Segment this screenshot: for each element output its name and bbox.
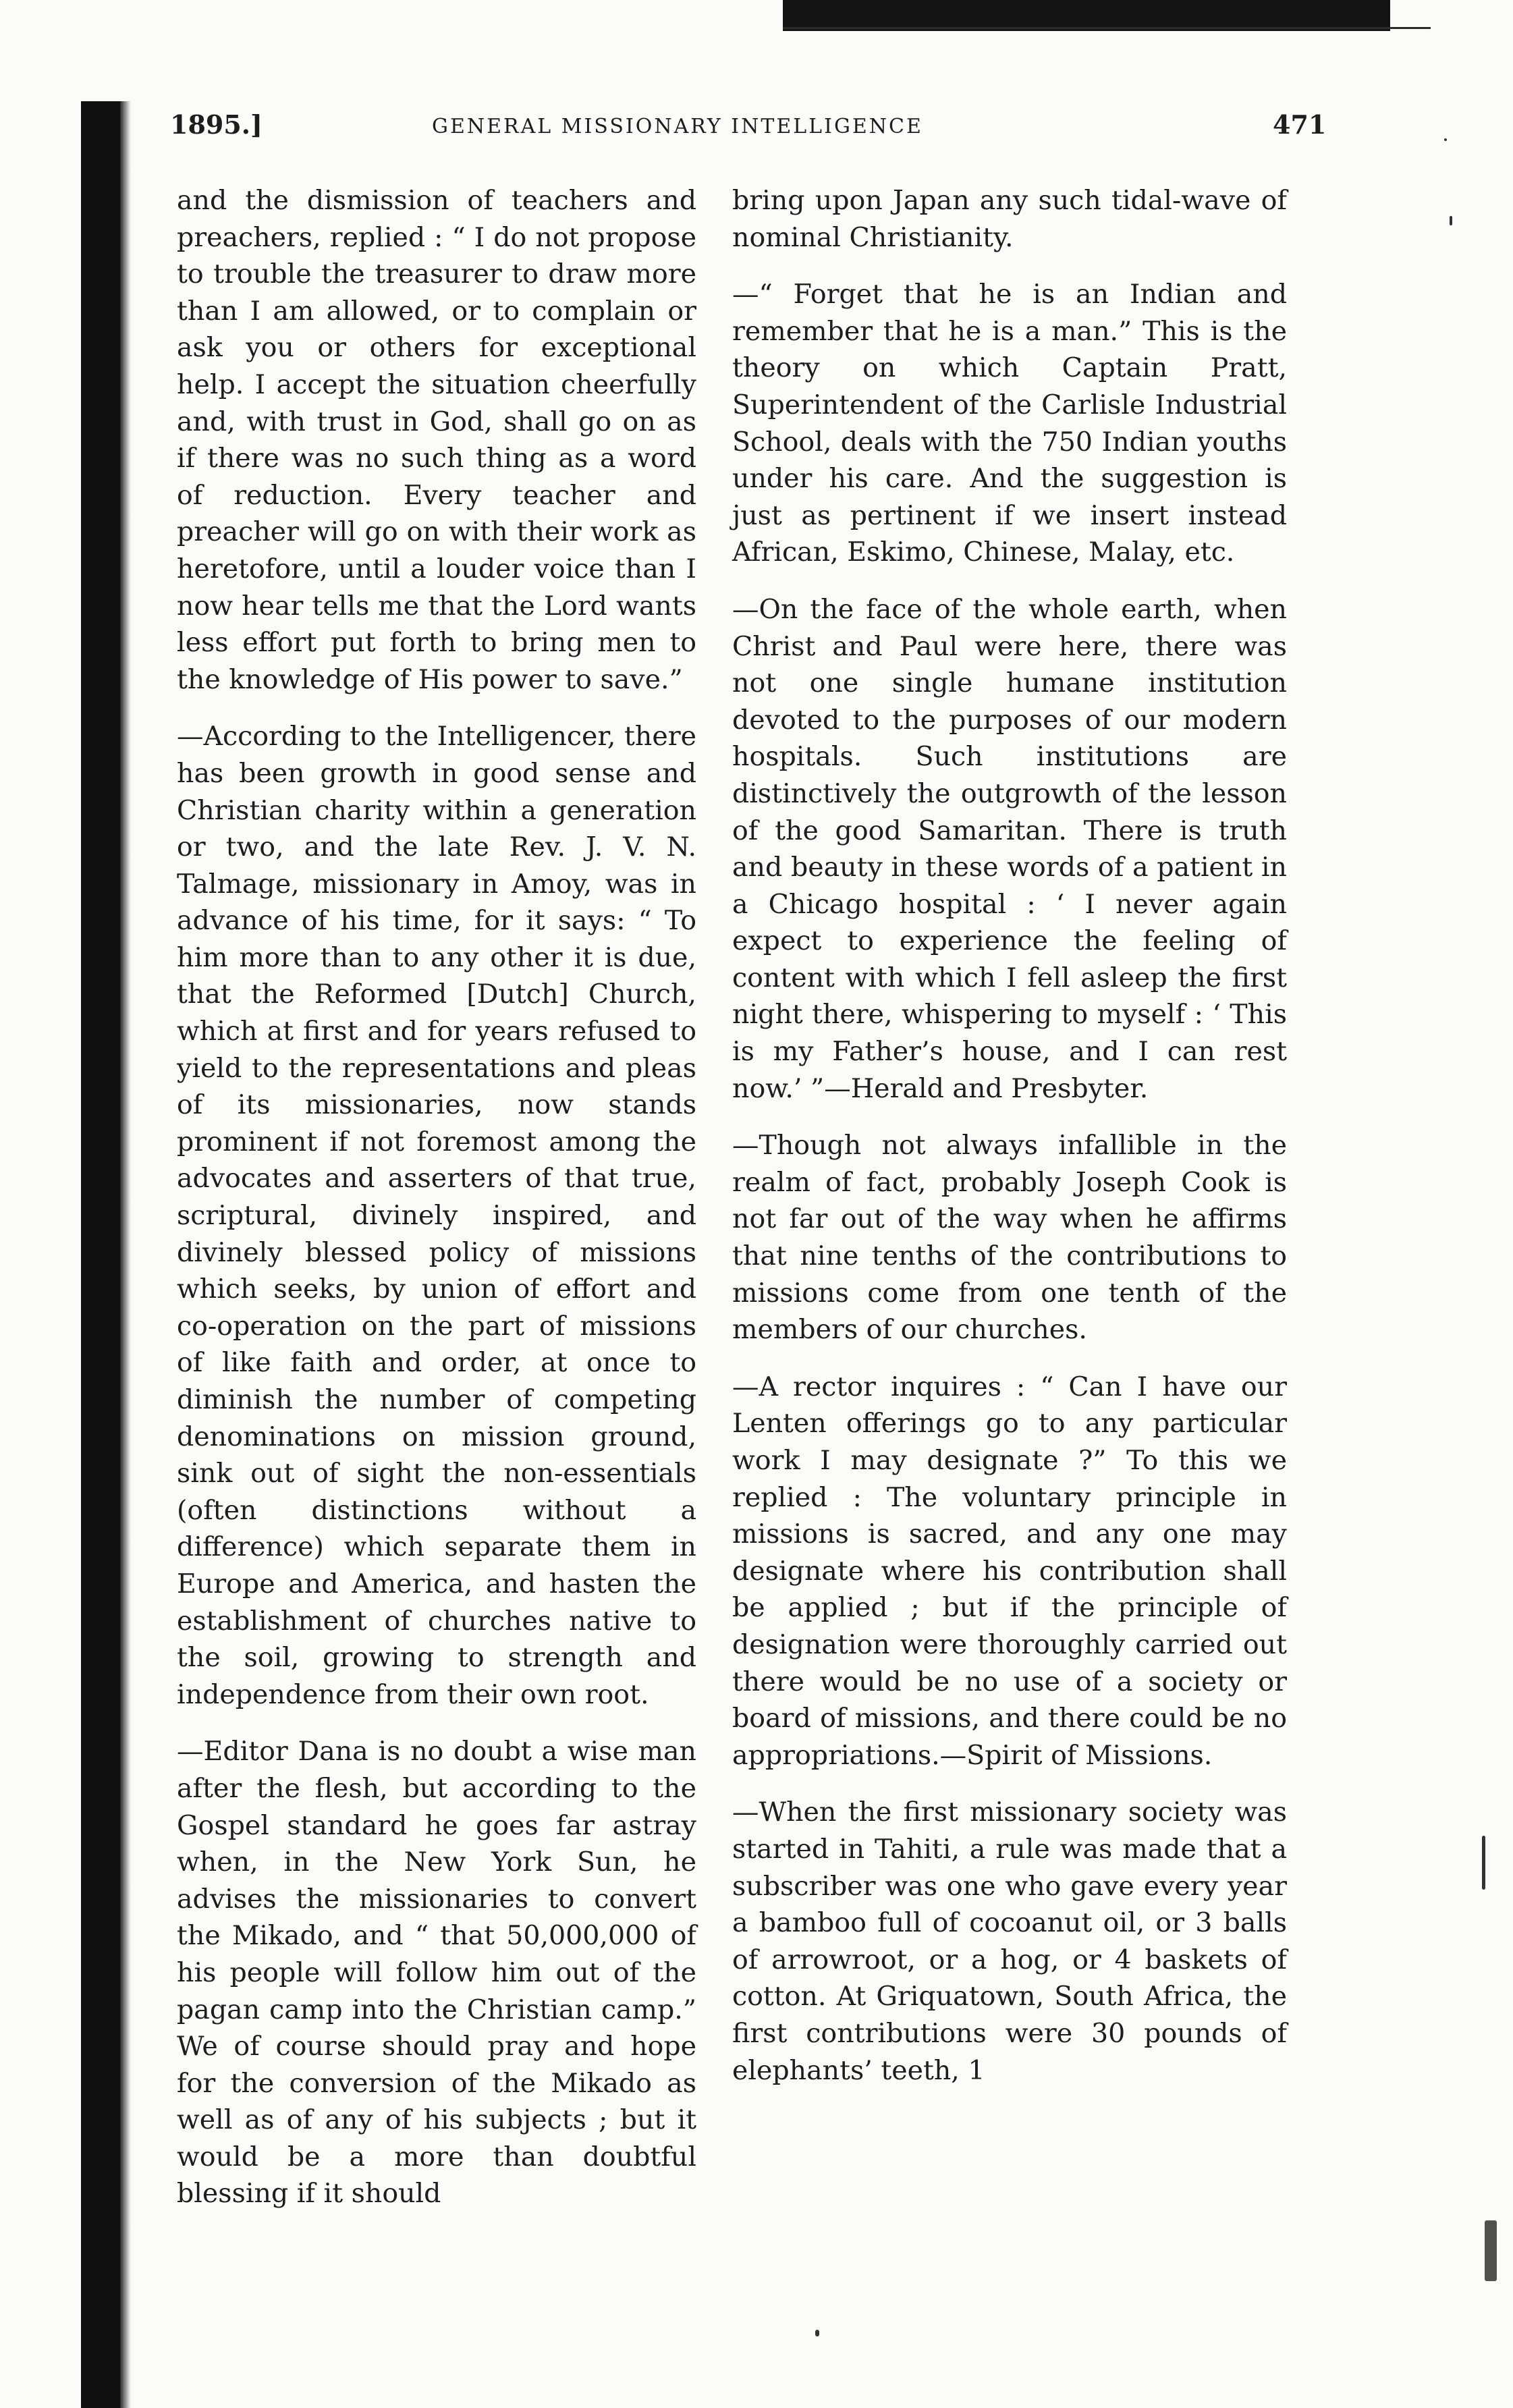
scan-speck <box>1450 216 1452 225</box>
paragraph: —Editor Dana is no doubt a wise man after the flesh, but according to the Gospel standard he goes far astray when, in the New York Sun, he advises the missionaries to convert the Mikado, and “ that 50,000,000 of his people will follow him out of the pagan camp into the Christian camp.” We of course should pray and hope for the conversion of the Mikado as well as of any of his subjects ; but it would be a more than doubtful blessing if it should <box>177 1736 696 2210</box>
scan-speck <box>1444 138 1447 141</box>
scan-speck <box>815 2330 819 2336</box>
scan-binding-shadow <box>81 101 120 2408</box>
header-title: GENERAL MISSIONARY INTELLIGENCE <box>432 115 923 138</box>
scan-speck <box>1482 1836 1485 1890</box>
paragraph: —A rector inquires : “ Can I have our Lenten offerings go to any particular work I may designate ?” To this we replied : The voluntary principle in missions is sacred, and any one may designate where his contribution shall be applied ; but if the principle of designation were thoroughly carried out there would be no use of a society or board of missions, and there could be no appropriations.—Spirit of Missions. <box>732 1371 1287 1771</box>
paragraph: bring upon Japan any such tidal-wave of nominal Christianity. <box>732 185 1287 253</box>
left-column <box>177 182 696 2233</box>
header-year: 1895.] <box>170 109 263 140</box>
paragraph: —Though not always infallible in the realm of fact, probably Joseph Cook is not far out of the way when he affirms that nine tenths of the contributions to missions come from one tenth of the members of our churches. <box>732 1130 1287 1346</box>
paragraph: —On the face of the whole earth, when Christ and Paul were here, there was not one single humane institution devoted to the purposes of our modern hospitals. Such institutions are distinctively the outgrowth of the lesson of the good Samaritan. There is truth and beauty in these words of a patient in a Chicago hospital : ‘ I never again expect to experience the feeling of content with which I fell asleep the first night there, whispering to myself : ‘ This is my Father’s house, and I can rest now.’ ”—Herald and Presbyter. <box>732 593 1287 1104</box>
scan-binding-edge <box>120 101 131 2408</box>
paragraph: —“ Forget that he is an Indian and remember that he is a man.” This is the theory on which Captain Pratt, Superintendent of the Carlisle Industrial School, deals with the 750 Indian youths under his care. And the suggestion is just as pertinent if we insert instead African, Eskimo, Chinese, Malay, etc. <box>732 279 1287 568</box>
page-number: 471 <box>1273 109 1327 140</box>
paragraph: —According to the Intelligencer, there has been growth in good sense and Christian charity within a generation or two, and the late Rev. J. V. N. Talmage, missionary in Amoy, was in advance of his time, for it says: “ To him more than to any other it is due, that the Reformed [Dutch] Church, which at first and for years refused to yield to the representations and pleas of its missionaries, now stands prominent if not foremost among the advocates and asserters of that true, scriptural, divinely inspired, and divinely blessed policy of missions which seeks, by union of effort and co-operation on the part of missions of like faith and order, at once to diminish the number of competing denominations on mission ground, sink out of sight the non-essentials (often distinctions without a difference) which separate them in Europe and America, and hasten the establishment of churches native to the soil, growing to strength and independence from their own root. <box>177 721 696 1710</box>
scan-top-line <box>783 27 1431 29</box>
paragraph: and the dismission of teachers and preachers, replied : “ I do not propose to trouble the treasurer to draw more than I am allowed, or to complain or ask you or others for exceptional help. I accept the situation cheerfully and, with trust in God, shall go on as if there was no such thing as a word of reduction. Every teacher and preacher will go on with their work as heretofore, until a louder voice than I now hear tells me that the Lord wants less effort put forth to bring men to the knowledge of His power to save.” <box>177 185 696 695</box>
running-header <box>0 109 1513 150</box>
paragraph: —When the first missionary society was started in Tahiti, a rule was made that a subscriber was one who gave every year a bamboo full of cocoanut oil, or 3 balls of arrowroot, or a hog, or 4 baskets of cotton. At Griquatown, South Africa, the first contributions were 30 pounds of elephants’ teeth, 1 <box>732 1797 1287 2086</box>
scan-speck <box>1485 2220 1497 2281</box>
right-column <box>732 182 1287 2109</box>
